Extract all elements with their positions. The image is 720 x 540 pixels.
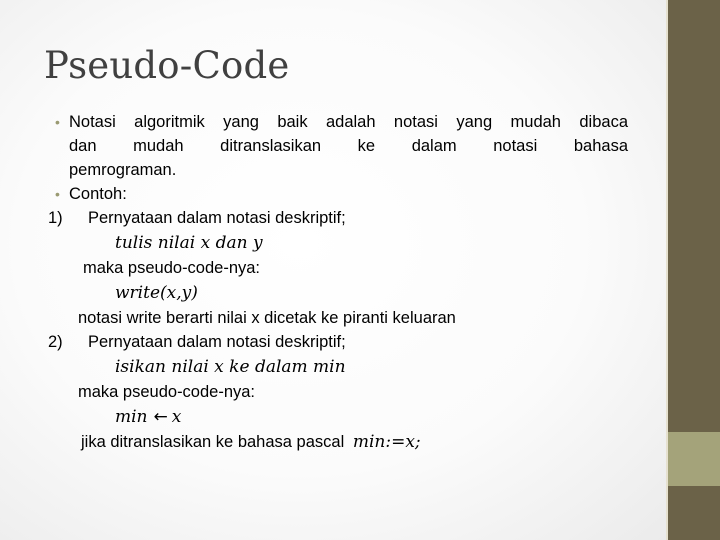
pseudo-code-write: write(x,y) xyxy=(115,283,198,303)
pascal-translation xyxy=(48,430,628,454)
side-band-middle xyxy=(668,432,720,486)
descriptive-code: isikan nilai x ke dalam min xyxy=(115,357,346,377)
pascal-label: jika ditranslasikan ke bahasa pascal xyxy=(81,433,345,451)
pseudo-code-value: x xyxy=(171,407,182,427)
side-band-top xyxy=(668,0,720,432)
slide-content xyxy=(48,110,628,454)
pseudo-code-label: maka pseudo-code-nya: xyxy=(78,383,256,401)
item-number: 2) xyxy=(48,333,63,351)
bullet-text: Contoh: xyxy=(69,185,127,203)
bullet-icon: • xyxy=(55,114,60,130)
numbered-item-1 xyxy=(48,206,628,230)
pascal-code: min:=x; xyxy=(352,432,421,452)
slide-title: Pseudo-Code xyxy=(44,44,290,87)
descriptive-code: tulis nilai x dan y xyxy=(115,233,263,253)
bullet-text-line: pemrograman. xyxy=(69,161,177,179)
bullet-icon: • xyxy=(55,186,60,202)
pseudo-code-label: maka pseudo-code-nya: xyxy=(83,259,261,277)
pseudo-code-assign xyxy=(48,404,628,430)
pseudo-code-variable: min xyxy=(115,407,148,427)
bullet-text-line: dan mudah ditranslasikan ke dalam notasi bahasa xyxy=(69,137,628,155)
numbered-item-2 xyxy=(48,330,628,354)
bullet-text-line: Notasi algoritmik yang baik adalah notasi yang mudah dibaca xyxy=(69,113,628,131)
write-explanation: notasi write berarti nilai x dicetak ke piranti keluaran xyxy=(78,309,456,327)
bullet-item-contoh xyxy=(48,182,628,206)
item-text: Pernyataan dalam notasi deskriptif; xyxy=(88,209,346,227)
bullet-item-notasi xyxy=(48,110,628,182)
item-number: 1) xyxy=(48,209,63,227)
item-text: Pernyataan dalam notasi deskriptif; xyxy=(88,333,346,351)
left-arrow-icon: ← xyxy=(153,407,168,427)
side-band-bottom xyxy=(668,486,720,540)
